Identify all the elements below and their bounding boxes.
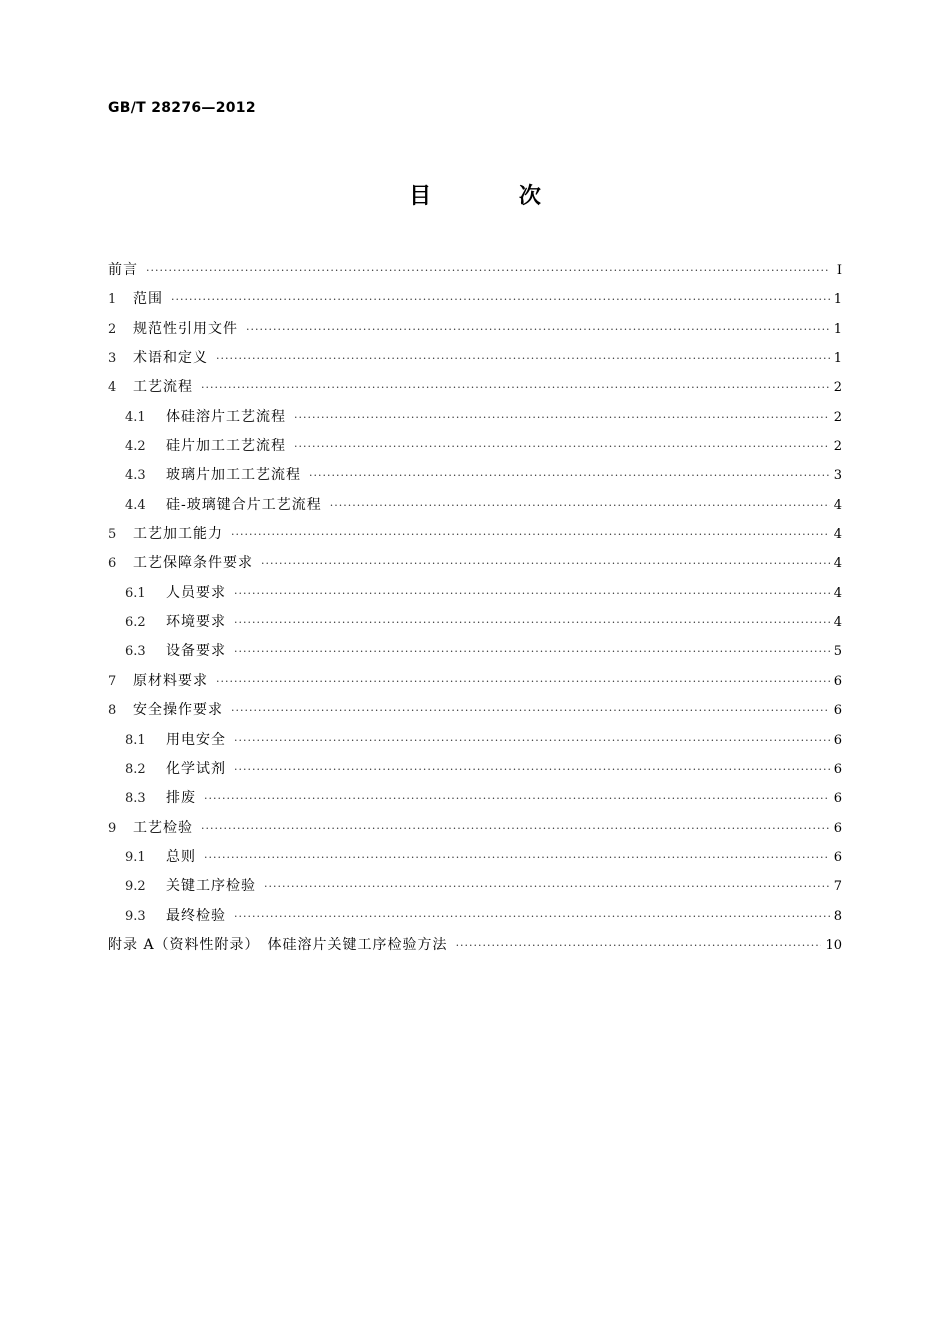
- toc-dot-leader: [294, 403, 830, 432]
- toc-entry-title: 原材料要求: [133, 672, 208, 689]
- toc-entry-page: 4: [833, 527, 842, 543]
- toc-dot-leader: [204, 784, 830, 813]
- toc-entry-title: 工艺流程: [133, 379, 193, 396]
- toc-dot-leader: [330, 491, 830, 520]
- toc-dot-leader: [234, 608, 830, 637]
- toc-dot-leader: [456, 931, 822, 960]
- toc-dot-leader: [201, 814, 830, 843]
- toc-entry-page: 10: [825, 937, 842, 953]
- toc-dot-leader: [231, 696, 830, 725]
- page-title: 目 次: [409, 184, 581, 209]
- toc-entry[interactable]: [108, 285, 842, 314]
- toc-entry[interactable]: [108, 403, 842, 432]
- toc-entry-number: 4.2: [125, 439, 146, 455]
- toc-dot-leader: [234, 726, 830, 755]
- toc-dot-leader: [261, 549, 830, 578]
- toc-entry[interactable]: [108, 432, 842, 461]
- toc-entry-title: 硅-玻璃键合片工艺流程: [166, 496, 322, 513]
- toc-entry-title: 化学试剂: [166, 760, 226, 777]
- toc-entry-page: 4: [833, 497, 842, 513]
- toc-entry-page: 2: [833, 409, 842, 425]
- toc-dot-leader: [231, 520, 830, 549]
- toc-entry-number: 6.2: [125, 615, 146, 631]
- toc-entry-page: 6: [833, 820, 842, 836]
- toc-entry-page: Ⅰ: [836, 263, 842, 278]
- toc-entry-title: 排废: [166, 790, 196, 807]
- toc-entry-title: 玻璃片加工工艺流程: [166, 467, 301, 484]
- toc-entry[interactable]: [108, 520, 842, 549]
- toc-entry[interactable]: [108, 696, 842, 725]
- toc-entry-number: 4.1: [125, 409, 146, 425]
- toc-entry-title: 人员要求: [166, 584, 226, 601]
- toc-entry-title: 设备要求: [166, 643, 226, 660]
- toc-dot-leader: [294, 432, 830, 461]
- toc-entry-number: 8.2: [125, 761, 146, 777]
- toc-entry[interactable]: [108, 814, 842, 843]
- toc-entry-number: 8.3: [125, 791, 146, 807]
- toc-dot-leader: [234, 755, 830, 784]
- toc-entry[interactable]: [108, 461, 842, 490]
- toc-entry[interactable]: [108, 726, 842, 755]
- toc-entry-number: 5: [108, 527, 117, 543]
- toc-entry-number: 2: [108, 321, 117, 337]
- toc-dot-leader: [234, 637, 830, 666]
- toc-entry-page: 7: [833, 879, 842, 895]
- toc-dot-leader: [216, 667, 830, 696]
- toc-entry-title: 术语和定义: [133, 350, 208, 367]
- toc-entry[interactable]: [108, 872, 842, 901]
- toc-entry-number: 9.1: [125, 849, 146, 865]
- toc-entry[interactable]: [108, 344, 842, 373]
- toc-entry-page: 5: [833, 644, 842, 660]
- toc-entry-page: 6: [833, 673, 842, 689]
- toc-entry[interactable]: [108, 315, 842, 344]
- standard-code: GB/T 28276—2012: [108, 100, 256, 116]
- toc-entry-number: 6.3: [125, 644, 146, 660]
- toc-dot-leader: [204, 843, 830, 872]
- toc-dot-leader: [264, 872, 830, 901]
- toc-entry-number: 3: [108, 351, 117, 367]
- toc-entry-number: 8: [108, 703, 117, 719]
- toc-entry-number: 9: [108, 820, 117, 836]
- toc-entry[interactable]: [108, 491, 842, 520]
- toc-entry-page: 1: [833, 292, 842, 308]
- toc-dot-leader: [234, 902, 830, 931]
- toc-entry-title: 附录 A（资料性附录） 体硅溶片关键工序检验方法: [108, 936, 448, 953]
- toc-entry-title: 范围: [133, 291, 163, 308]
- toc-entry-title: 环境要求: [166, 614, 226, 631]
- toc-entry-number: 9.3: [125, 908, 146, 924]
- toc-dot-leader: [171, 285, 830, 314]
- toc-entry-number: 7: [108, 673, 117, 689]
- toc-dot-leader: [234, 579, 830, 608]
- toc-entry-title: 最终检验: [166, 907, 226, 924]
- toc-entry-number: 8.1: [125, 732, 146, 748]
- toc-entry[interactable]: [108, 755, 842, 784]
- toc-entry-title: 工艺检验: [133, 819, 193, 836]
- toc-entry-title: 前言: [108, 262, 138, 278]
- toc-entry-title: 关键工序检验: [166, 878, 256, 895]
- toc-entry[interactable]: [108, 843, 842, 872]
- toc-entry-title: 安全操作要求: [133, 702, 223, 719]
- toc-entry-page: 1: [833, 351, 842, 367]
- toc-entry-title: 总则: [166, 848, 196, 865]
- toc-entry-page: 8: [833, 908, 842, 924]
- toc-entry-number: 1: [108, 292, 117, 308]
- toc-dot-leader: [246, 315, 830, 344]
- toc-entry-title: 工艺保障条件要求: [133, 555, 253, 572]
- toc-entry-page: 4: [833, 615, 842, 631]
- toc-entry-number: 4: [108, 380, 117, 396]
- toc-entry[interactable]: [108, 608, 842, 637]
- toc-entry-page: 3: [833, 468, 842, 484]
- toc-entry-page: 6: [833, 732, 842, 748]
- toc-entry[interactable]: [108, 637, 842, 666]
- toc-dot-leader: [146, 256, 830, 285]
- toc-entry[interactable]: [108, 784, 842, 813]
- toc-entry-page: 6: [833, 761, 842, 777]
- toc-entry[interactable]: [108, 549, 842, 578]
- toc-entry-number: 6.1: [125, 585, 146, 601]
- toc-entry[interactable]: [108, 902, 842, 931]
- toc-dot-leader: [309, 461, 830, 490]
- toc-entry-page: 6: [833, 703, 842, 719]
- toc-entry-title: 工艺加工能力: [133, 526, 223, 543]
- toc-entry-page: 2: [833, 439, 842, 455]
- toc-entry[interactable]: [108, 256, 842, 285]
- toc-entry-page: 6: [833, 791, 842, 807]
- toc-entry-page: 4: [833, 585, 842, 601]
- toc-entry-number: 4.3: [125, 468, 146, 484]
- toc-entry-title: 规范性引用文件: [133, 320, 238, 337]
- toc-entry-number: 9.2: [125, 879, 146, 895]
- toc-entry-title: 硅片加工工艺流程: [166, 438, 286, 455]
- toc-entry[interactable]: [108, 667, 842, 696]
- toc-entry-page: 1: [833, 321, 842, 337]
- toc-entry[interactable]: [108, 373, 842, 402]
- toc-entry-page: 6: [833, 849, 842, 865]
- toc-entry-page: 4: [833, 556, 842, 572]
- toc-entry-title: 体硅溶片工艺流程: [166, 408, 286, 425]
- toc-dot-leader: [216, 344, 830, 373]
- toc-entry[interactable]: [108, 931, 842, 960]
- toc-entry-title: 用电安全: [166, 731, 226, 748]
- toc-entry-number: 6: [108, 556, 117, 572]
- toc-dot-leader: [201, 373, 830, 402]
- toc-entry-number: 4.4: [125, 497, 146, 513]
- toc-entry[interactable]: [108, 579, 842, 608]
- toc-entry-page: 2: [833, 380, 842, 396]
- table-of-contents: [108, 256, 842, 960]
